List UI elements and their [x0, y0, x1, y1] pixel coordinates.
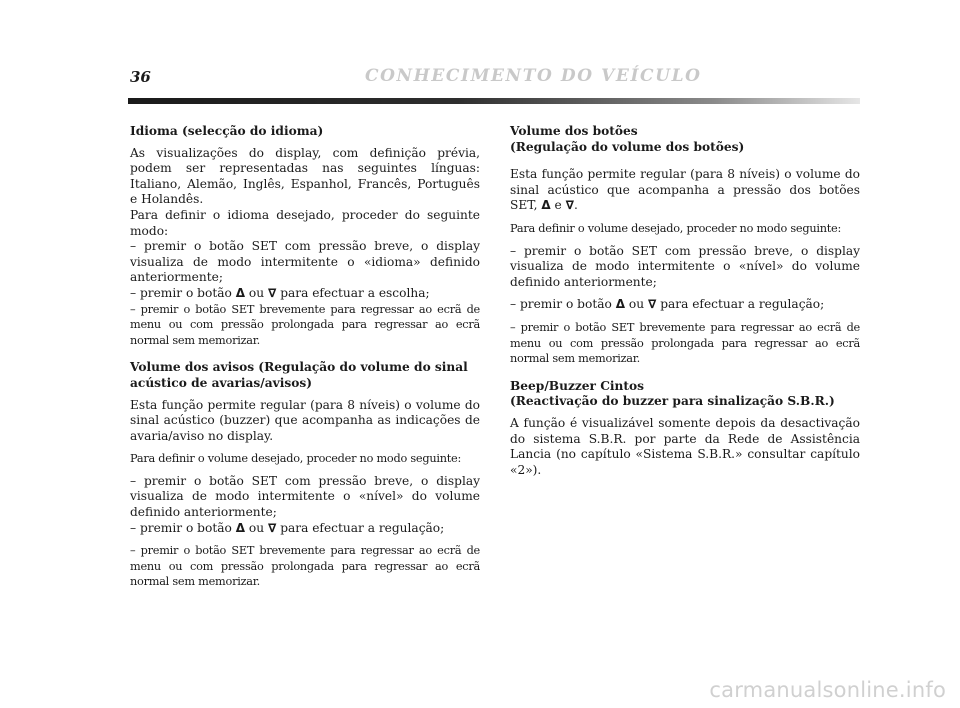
- avisos-step-2-b: ou: [248, 520, 265, 535]
- botoes-step-3: – premir o botão SET brevemente para regressar ao ecrã de menu ou com pressão prolongada para regressar ao ecrã normal sem memorizar.: [510, 320, 860, 366]
- avisos-heading-line-1: Volume dos avisos (Regulação do volume do sinal: [130, 360, 468, 375]
- avisos-step-3: – premir o botão SET brevemente para regressar ao ecrã de menu ou com pressão prolongada para regressar ao ecrã normal sem memorizar.: [130, 544, 480, 589]
- idioma-heading: Idioma (selecção do idioma): [130, 124, 324, 138]
- triangle-up-icon: Δ: [235, 285, 245, 300]
- idioma-step-1: – premir o botão SET com pressão breve, o display visualiza de modo intermitente o «idioma» definido anteriormente;: [130, 239, 480, 285]
- triangle-up-icon: Δ: [235, 520, 245, 535]
- botoes-intro: [510, 167, 860, 214]
- botoes-step-2-a: – premir o botão: [510, 297, 612, 312]
- avisos-heading-line-2: acústico de avarias/avisos): [130, 375, 312, 390]
- triangle-down-icon: ∇: [267, 285, 277, 300]
- triangle-down-icon: ∇: [647, 297, 657, 312]
- right-column: [510, 124, 860, 478]
- header-rule: [128, 98, 860, 104]
- botoes-heading-line-2: (Regulação do volume dos botões): [510, 139, 745, 154]
- idioma-instruction: Para definir o idioma desejado, proceder do seguinte modo:: [130, 207, 480, 238]
- avisos-heading: [130, 360, 480, 391]
- triangle-down-icon: ∇: [267, 520, 277, 535]
- botoes-intro-end: .: [573, 198, 578, 213]
- beep-heading-line-1: Beep/Buzzer Cintos: [510, 378, 645, 393]
- idioma-intro: As visualizações do display, com definição prévia, podem ser representadas nas seguintes línguas: Italiano, Alemão, Inglês, Espanhol, Francês, Português e Holandês.: [130, 145, 480, 207]
- left-column: [130, 124, 480, 590]
- idioma-step-2-c: para efectuar a escolha;: [280, 285, 430, 300]
- avisos-step-1: – premir o botão SET com pressão breve, o display visualiza de modo intermitente o «nível» do volume definido anteriormente;: [130, 473, 480, 520]
- triangle-up-icon: Δ: [541, 198, 551, 213]
- botoes-step-2-b: ou: [628, 297, 645, 312]
- idioma-step-3: – premir o botão SET brevemente para regressar ao ecrã de menu ou com pressão prolongada para regressar ao ecrã normal sem memorizar.: [130, 302, 480, 347]
- triangle-down-icon: ∇: [565, 198, 574, 213]
- running-title: CONHECIMENTO DO VEÍCULO: [365, 66, 702, 86]
- idioma-step-2: [130, 286, 480, 302]
- avisos-intro: Esta função permite regular (para 8 níveis) o volume do sinal acústico (buzzer) que acompanha as indicações de avaria/aviso no display.: [130, 397, 480, 443]
- avisos-instruction: Para definir o volume desejado, proceder no modo seguinte:: [130, 452, 462, 466]
- beep-heading: [510, 379, 860, 410]
- botoes-intro-text: Esta função permite regular (para 8 níveis) o volume do sinal acústico que acompanha a pressão dos botões SET,: [510, 167, 860, 213]
- avisos-step-2-a: – premir o botão: [130, 520, 232, 535]
- avisos-step-2: [130, 521, 480, 537]
- page-number: 36: [130, 68, 151, 86]
- watermark: carmanualsonline.info: [709, 678, 946, 702]
- beep-intro: A função é visualizável somente depois da desactivação do sistema S.B.R. por parte da Rede de Assistência Lancia (no capítulo «Sistema S.B.R.» consultar capítulo «2»).: [510, 415, 860, 477]
- avisos-step-2-c: para efectuar a regulação;: [280, 520, 445, 535]
- botoes-instruction: Para definir o volume desejado, proceder no modo seguinte:: [510, 221, 842, 235]
- botoes-step-2-c: para efectuar a regulação;: [660, 297, 825, 312]
- idioma-step-2-a: – premir o botão: [130, 285, 232, 300]
- botoes-step-2: [510, 297, 860, 313]
- beep-heading-line-2: (Reactivação do buzzer para sinalização S.B.R.): [510, 394, 835, 409]
- botoes-intro-and: e: [554, 198, 562, 213]
- botoes-step-1: – premir o botão SET com pressão breve, o display visualiza de modo intermitente o «nível» do volume definido anteriormente;: [510, 243, 860, 289]
- botoes-heading-line-1: Volume dos botões: [510, 124, 638, 138]
- botoes-heading: [510, 124, 860, 155]
- triangle-up-icon: Δ: [615, 297, 625, 312]
- idioma-step-2-b: ou: [248, 285, 265, 300]
